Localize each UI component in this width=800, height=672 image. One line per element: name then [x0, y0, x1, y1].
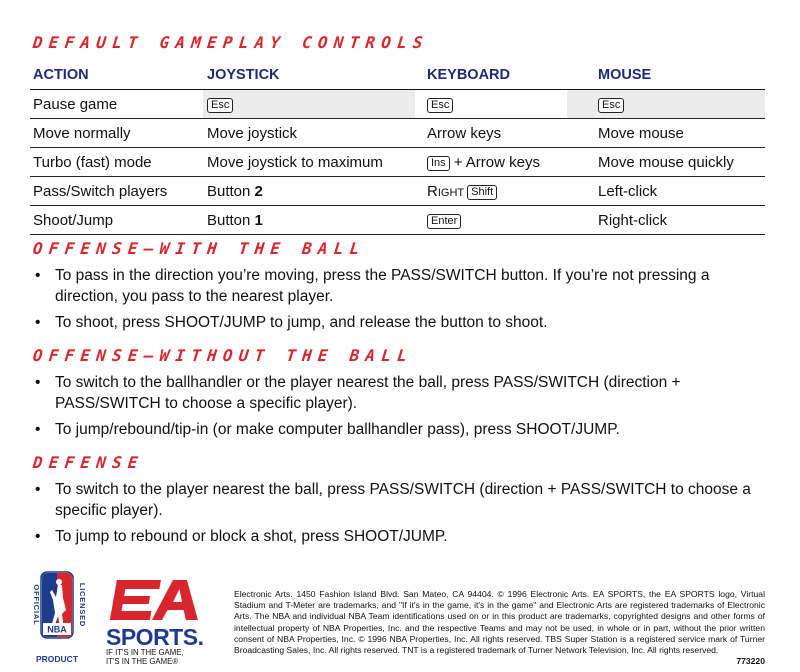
table-header-row	[30, 63, 765, 90]
defense-list	[33, 479, 773, 552]
offense-with-title: OFFENSE—WITH THE BALL	[32, 239, 367, 258]
list-item-text: To shoot, press SHOOT/JUMP to jump, and release the button to shoot.	[55, 314, 548, 331]
shaded-cell	[567, 90, 765, 118]
controls-table	[30, 63, 765, 235]
controls-title: DEFAULT GAMEPLAY CONTROLS	[32, 33, 430, 52]
bullet-icon: •	[35, 421, 41, 438]
header-joystick: JOYSTICK	[207, 67, 280, 83]
ea-tagline-1: IF IT'S IN THE GAME,	[106, 648, 184, 657]
mouse-cell: Left-click	[598, 183, 658, 200]
keyboard-text: + Arrow keys	[453, 154, 540, 171]
action-cell: Pass/Switch players	[33, 183, 168, 200]
joystick-cell: Move joystick to maximum	[207, 154, 383, 171]
nba-official-licensed-logo	[28, 570, 86, 666]
list-item-text: To jump/rebound/tip-in (or make computer ballhandler pass), press SHOOT/JUMP.	[55, 421, 620, 438]
joystick-cell	[207, 183, 263, 200]
keyboard-text: Right	[427, 183, 465, 200]
list-item-text: To pass in the direction you’re moving, press the PASS/SWITCH button. If you’re not pressing a direction, you pass to the nearest player.	[55, 267, 710, 305]
header-keyboard: KEYBOARD	[427, 67, 510, 83]
list-item-text: To switch to the player nearest the ball, press PASS/SWITCH (direction + PASS/SWITCH to choose a specific player).	[55, 481, 751, 519]
list-item	[33, 265, 773, 307]
ea-tagline-2: IT'S IN THE GAME®	[106, 657, 179, 666]
action-cell: Turbo (fast) mode	[33, 154, 152, 171]
defense-title: DEFENSE	[32, 453, 145, 472]
offense-without-title: OFFENSE—WITHOUT THE BALL	[32, 346, 414, 365]
keycap-esc: Esc	[427, 98, 453, 113]
bullet-icon: •	[35, 481, 41, 498]
joystick-text: Button	[207, 212, 255, 229]
keycap-esc: Esc	[207, 98, 233, 113]
official-text: OFFICIAL	[32, 584, 41, 626]
nba-mark: NBA	[47, 624, 67, 635]
ea-sports-logo	[104, 574, 222, 666]
table-row	[30, 119, 765, 148]
keycap-shift: Shift	[467, 185, 497, 200]
joystick-cell: Move joystick	[207, 125, 298, 142]
mouse-cell: Move mouse quickly	[598, 154, 734, 171]
header-mouse: MOUSE	[598, 67, 652, 83]
list-item	[33, 312, 773, 333]
table-row	[30, 90, 765, 119]
mouse-cell: Right-click	[598, 212, 668, 229]
ea-sports-text: SPORTS.	[106, 624, 204, 650]
joystick-cell	[207, 96, 237, 113]
legal-text: Electronic Arts. 1450 Fashion Island Blvd. San Mateo, CA 94404. © 1996 Electronic Arts. EA SPORTS, the EA SPORTS logo, Virtual Stadium and T-Meter are trademarks, and "If it's in the game, it's in the game" and Electronic Arts are registered trademarks of Electronic Arts. The NBA and individual NBA Team identifications used on or in this product are trademarks, copyrighted designs and other forms of intellectual property of NBA Properties, Inc. and the respective Teams and may not be used, in whole or in part, without the prior written consent of NBA Properties, Inc. © 1996 NBA Properties, Inc. All rights reserved. TBS Super Station is a registered service mark of Turner Broadcasting Sales, Inc. All rights reserved. TNT is a registered trademark of Turner Network Television, Inc. All rights reserved.	[234, 589, 765, 656]
product-text: PRODUCT	[35, 654, 79, 664]
mouse-cell: Move mouse	[598, 125, 684, 142]
table-row	[30, 148, 765, 177]
licensed-text: LICENSED	[78, 582, 87, 628]
keycap-enter: Enter	[427, 214, 461, 229]
joystick-cell	[207, 212, 263, 229]
keyboard-cell	[427, 96, 457, 113]
keyboard-cell	[427, 183, 501, 200]
offense-without-list	[33, 372, 773, 445]
list-item	[33, 526, 773, 547]
keycap-ins: Ins	[427, 156, 450, 171]
keyboard-cell	[427, 212, 465, 229]
list-item	[33, 419, 773, 440]
button-number: 1	[254, 212, 263, 229]
keyboard-cell: Arrow keys	[427, 125, 502, 142]
list-item-text: To switch to the ballhandler or the player nearest the ball, press PASS/SWITCH (direction + PASS/SWITCH to choose a specific player).	[55, 374, 681, 412]
header-action: ACTION	[33, 67, 89, 83]
keycap-esc: Esc	[598, 98, 624, 113]
bullet-icon: •	[35, 528, 41, 545]
action-cell: Move normally	[33, 125, 131, 142]
joystick-text: Button	[207, 183, 255, 200]
keyboard-cell	[427, 154, 540, 171]
list-item	[33, 479, 773, 521]
table-row	[30, 177, 765, 206]
bullet-icon: •	[35, 314, 41, 331]
table-row	[30, 206, 765, 235]
list-item	[33, 372, 773, 414]
product-code: 773220	[736, 656, 765, 666]
action-cell: Shoot/Jump	[33, 212, 114, 229]
button-number: 2	[254, 183, 263, 200]
action-cell: Pause game	[33, 96, 118, 113]
bullet-icon: •	[35, 374, 41, 391]
bullet-icon: •	[35, 267, 41, 284]
offense-with-list	[33, 265, 773, 338]
mouse-cell	[598, 96, 628, 113]
list-item-text: To jump to rebound or block a shot, press SHOOT/JUMP.	[55, 528, 448, 545]
